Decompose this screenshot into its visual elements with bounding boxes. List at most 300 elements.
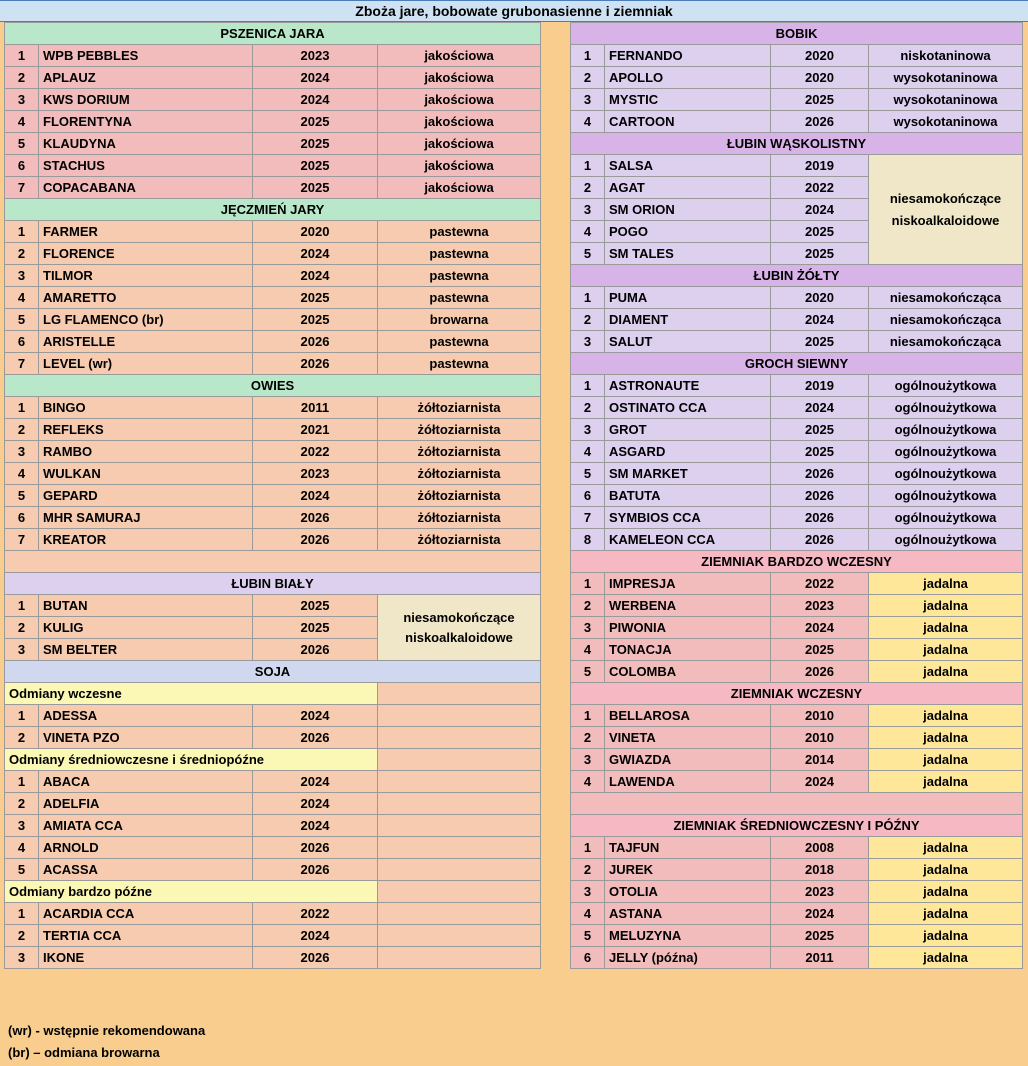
variety-type: jadalna bbox=[869, 595, 1023, 617]
right-column bbox=[570, 22, 1022, 969]
variety-name: JUREK bbox=[605, 859, 771, 881]
section-header: ZIEMNIAK BARDZO WCZESNY bbox=[571, 551, 1023, 573]
row-index: 5 bbox=[571, 661, 605, 683]
year: 2024 bbox=[253, 89, 378, 111]
variety-name: FLORENCE bbox=[39, 243, 253, 265]
section-header: ŁUBIN ŻÓŁTY bbox=[571, 265, 1023, 287]
variety-type: jadalna bbox=[869, 903, 1023, 925]
row-index: 7 bbox=[5, 353, 39, 375]
empty-cell bbox=[378, 683, 541, 705]
table-row bbox=[5, 793, 541, 815]
section-header: JĘCZMIEŃ JARY bbox=[5, 199, 541, 221]
section-header: SOJA bbox=[5, 661, 541, 683]
year: 2019 bbox=[771, 375, 869, 397]
variety-name: GEPARD bbox=[39, 485, 253, 507]
variety-type: jakościowa bbox=[378, 155, 541, 177]
year: 2024 bbox=[771, 199, 869, 221]
variety-type: jakościowa bbox=[378, 45, 541, 67]
row-index: 3 bbox=[571, 89, 605, 111]
variety-name: ASTANA bbox=[605, 903, 771, 925]
empty-cell bbox=[378, 705, 541, 727]
row-index: 2 bbox=[571, 177, 605, 199]
row-index: 5 bbox=[5, 309, 39, 331]
table-row bbox=[571, 485, 1023, 507]
variety-type: jakościowa bbox=[378, 177, 541, 199]
variety-type: jadalna bbox=[869, 573, 1023, 595]
table-row bbox=[5, 463, 541, 485]
table-row bbox=[5, 221, 541, 243]
variety-name: TILMOR bbox=[39, 265, 253, 287]
row-index: 1 bbox=[5, 397, 39, 419]
section-header-row bbox=[571, 551, 1023, 573]
table-row bbox=[5, 595, 541, 617]
table-row bbox=[571, 375, 1023, 397]
row-index: 2 bbox=[5, 727, 39, 749]
right-tables bbox=[570, 22, 1023, 969]
year: 2025 bbox=[253, 617, 378, 639]
year: 2020 bbox=[771, 67, 869, 89]
variety-name: TONACJA bbox=[605, 639, 771, 661]
section-header: BOBIK bbox=[571, 23, 1023, 45]
variety-type: pastewna bbox=[378, 331, 541, 353]
row-index: 5 bbox=[5, 485, 39, 507]
variety-type: jadalna bbox=[869, 661, 1023, 683]
year: 2022 bbox=[771, 573, 869, 595]
row-index: 2 bbox=[571, 397, 605, 419]
variety-name: STACHUS bbox=[39, 155, 253, 177]
year: 2021 bbox=[253, 419, 378, 441]
variety-name: REFLEKS bbox=[39, 419, 253, 441]
year: 2025 bbox=[253, 111, 378, 133]
variety-type: pastewna bbox=[378, 221, 541, 243]
year: 2025 bbox=[253, 155, 378, 177]
variety-name: TAJFUN bbox=[605, 837, 771, 859]
year: 2008 bbox=[771, 837, 869, 859]
variety-name: PIWONIA bbox=[605, 617, 771, 639]
variety-name: ACARDIA CCA bbox=[39, 903, 253, 925]
empty-cell bbox=[378, 771, 541, 793]
year: 2026 bbox=[253, 639, 378, 661]
row-index: 3 bbox=[5, 441, 39, 463]
variety-type: żółtoziarnista bbox=[378, 485, 541, 507]
soy-group-row bbox=[5, 683, 541, 705]
variety-name: COLOMBA bbox=[605, 661, 771, 683]
variety-name: LEVEL (wr) bbox=[39, 353, 253, 375]
year: 2026 bbox=[771, 485, 869, 507]
section-header-row bbox=[571, 133, 1023, 155]
variety-name: ADELFIA bbox=[39, 793, 253, 815]
row-index: 4 bbox=[5, 111, 39, 133]
variety-name: IKONE bbox=[39, 947, 253, 969]
section-header: ŁUBIN BIAŁY bbox=[5, 573, 541, 595]
empty-cell bbox=[5, 551, 541, 573]
year: 2025 bbox=[253, 177, 378, 199]
table-row bbox=[5, 771, 541, 793]
variety-name: FLORENTYNA bbox=[39, 111, 253, 133]
row-index: 2 bbox=[571, 727, 605, 749]
variety-name: FARMER bbox=[39, 221, 253, 243]
empty-cell bbox=[378, 793, 541, 815]
table-row bbox=[5, 353, 541, 375]
row-index: 6 bbox=[5, 155, 39, 177]
variety-name: AGAT bbox=[605, 177, 771, 199]
left-tables bbox=[4, 22, 541, 969]
variety-name: CARTOON bbox=[605, 111, 771, 133]
empty-cell bbox=[378, 903, 541, 925]
table-row bbox=[571, 45, 1023, 67]
table-row bbox=[571, 331, 1023, 353]
empty-cell bbox=[378, 947, 541, 969]
table-row bbox=[5, 243, 541, 265]
year: 2026 bbox=[253, 727, 378, 749]
variety-type: wysokotaninowa bbox=[869, 111, 1023, 133]
row-index: 3 bbox=[571, 419, 605, 441]
variety-name: ACASSA bbox=[39, 859, 253, 881]
variety-name: BATUTA bbox=[605, 485, 771, 507]
year: 2026 bbox=[771, 463, 869, 485]
variety-type: jadalna bbox=[869, 771, 1023, 793]
table-row bbox=[571, 595, 1023, 617]
variety-type: ogólnoużytkowa bbox=[869, 441, 1023, 463]
year: 2025 bbox=[253, 133, 378, 155]
variety-name: BELLAROSA bbox=[605, 705, 771, 727]
row-index: 3 bbox=[571, 199, 605, 221]
row-index: 1 bbox=[571, 287, 605, 309]
year: 2024 bbox=[253, 771, 378, 793]
variety-name: OTOLIA bbox=[605, 881, 771, 903]
row-index: 1 bbox=[571, 155, 605, 177]
variety-type: niesamokończąca bbox=[869, 287, 1023, 309]
row-index: 4 bbox=[571, 441, 605, 463]
section-header: ZIEMNIAK WCZESNY bbox=[571, 683, 1023, 705]
left-column bbox=[4, 22, 540, 969]
variety-type: jadalna bbox=[869, 925, 1023, 947]
variety-type: jadalna bbox=[869, 727, 1023, 749]
variety-type: ogólnoużytkowa bbox=[869, 529, 1023, 551]
table-row bbox=[571, 155, 1023, 177]
section-header-row bbox=[5, 23, 541, 45]
year: 2024 bbox=[253, 265, 378, 287]
row-index: 3 bbox=[571, 749, 605, 771]
table-row bbox=[5, 815, 541, 837]
year: 2023 bbox=[771, 881, 869, 903]
table-row bbox=[571, 661, 1023, 683]
variety-type: pastewna bbox=[378, 287, 541, 309]
table-row bbox=[5, 727, 541, 749]
row-index: 3 bbox=[5, 815, 39, 837]
row-index: 2 bbox=[571, 859, 605, 881]
year: 2024 bbox=[253, 815, 378, 837]
year: 2011 bbox=[253, 397, 378, 419]
table-row bbox=[571, 639, 1023, 661]
row-index: 1 bbox=[5, 903, 39, 925]
year: 2025 bbox=[771, 221, 869, 243]
table-row bbox=[5, 859, 541, 881]
row-index: 4 bbox=[571, 639, 605, 661]
year: 2026 bbox=[253, 837, 378, 859]
year: 2024 bbox=[253, 925, 378, 947]
variety-type-merged: niesamokończące niskoalkaloidowe bbox=[869, 155, 1023, 265]
table-row bbox=[571, 287, 1023, 309]
empty-cell bbox=[571, 793, 1023, 815]
variety-name: LG FLAMENCO (br) bbox=[39, 309, 253, 331]
year: 2025 bbox=[253, 309, 378, 331]
variety-type: jadalna bbox=[869, 749, 1023, 771]
section-header: PSZENICA JARA bbox=[5, 23, 541, 45]
variety-name: AMIATA CCA bbox=[39, 815, 253, 837]
variety-name: APOLLO bbox=[605, 67, 771, 89]
year: 2024 bbox=[253, 705, 378, 727]
variety-type: ogólnoużytkowa bbox=[869, 397, 1023, 419]
year: 2025 bbox=[253, 595, 378, 617]
table-row bbox=[5, 45, 541, 67]
row-index: 2 bbox=[5, 617, 39, 639]
variety-type: jadalna bbox=[869, 837, 1023, 859]
section-header-row bbox=[5, 199, 541, 221]
empty-row bbox=[5, 551, 541, 573]
variety-type: jadalna bbox=[869, 881, 1023, 903]
variety-name: SYMBIOS CCA bbox=[605, 507, 771, 529]
row-index: 1 bbox=[5, 221, 39, 243]
empty-cell bbox=[378, 925, 541, 947]
variety-name: ADESSA bbox=[39, 705, 253, 727]
table-row bbox=[5, 265, 541, 287]
variety-type: jakościowa bbox=[378, 133, 541, 155]
year: 2024 bbox=[771, 771, 869, 793]
row-index: 2 bbox=[5, 419, 39, 441]
variety-type: jadalna bbox=[869, 617, 1023, 639]
empty-cell bbox=[378, 815, 541, 837]
variety-name: LAWENDA bbox=[605, 771, 771, 793]
variety-name: WERBENA bbox=[605, 595, 771, 617]
row-index: 2 bbox=[5, 243, 39, 265]
row-index: 4 bbox=[5, 287, 39, 309]
variety-name: ASGARD bbox=[605, 441, 771, 463]
row-index: 1 bbox=[571, 705, 605, 727]
variety-type: jadalna bbox=[869, 639, 1023, 661]
soy-group-row bbox=[5, 881, 541, 903]
variety-name: KAMELEON CCA bbox=[605, 529, 771, 551]
row-index: 5 bbox=[571, 925, 605, 947]
variety-name: WULKAN bbox=[39, 463, 253, 485]
table-row bbox=[571, 925, 1023, 947]
table-row bbox=[5, 705, 541, 727]
variety-name: VINETA bbox=[605, 727, 771, 749]
row-index: 1 bbox=[5, 705, 39, 727]
table-row bbox=[571, 947, 1023, 969]
variety-type: browarna bbox=[378, 309, 541, 331]
variety-name: APLAUZ bbox=[39, 67, 253, 89]
year: 2024 bbox=[253, 67, 378, 89]
row-index: 1 bbox=[571, 45, 605, 67]
table-row bbox=[571, 837, 1023, 859]
table-row bbox=[5, 111, 541, 133]
variety-name: GWIAZDA bbox=[605, 749, 771, 771]
year: 2024 bbox=[771, 617, 869, 639]
section-header-row bbox=[5, 375, 541, 397]
row-index: 7 bbox=[571, 507, 605, 529]
table-row bbox=[571, 441, 1023, 463]
variety-name: VINETA PZO bbox=[39, 727, 253, 749]
section-header: OWIES bbox=[5, 375, 541, 397]
row-index: 2 bbox=[571, 67, 605, 89]
row-index: 4 bbox=[571, 903, 605, 925]
variety-name: BINGO bbox=[39, 397, 253, 419]
variety-type: żółtoziarnista bbox=[378, 441, 541, 463]
table-row bbox=[5, 485, 541, 507]
table-row bbox=[571, 749, 1023, 771]
variety-type: pastewna bbox=[378, 243, 541, 265]
section-header: ŁUBIN WĄSKOLISTNY bbox=[571, 133, 1023, 155]
variety-name: FERNANDO bbox=[605, 45, 771, 67]
row-index: 4 bbox=[571, 771, 605, 793]
row-index: 3 bbox=[5, 265, 39, 287]
table-row bbox=[571, 67, 1023, 89]
variety-type: ogólnoużytkowa bbox=[869, 375, 1023, 397]
section-header-row bbox=[571, 265, 1023, 287]
year: 2020 bbox=[771, 45, 869, 67]
variety-type: niskotaninowa bbox=[869, 45, 1023, 67]
soy-group-label: Odmiany średniowczesne i średniopóźne bbox=[5, 749, 378, 771]
year: 2025 bbox=[771, 441, 869, 463]
row-index: 1 bbox=[5, 45, 39, 67]
year: 2025 bbox=[771, 243, 869, 265]
page-title: Zboża jare, bobowate grubonasienne i ziemniak bbox=[0, 0, 1028, 22]
row-index: 7 bbox=[5, 529, 39, 551]
table-row bbox=[571, 89, 1023, 111]
year: 2014 bbox=[771, 749, 869, 771]
year: 2026 bbox=[771, 507, 869, 529]
row-index: 6 bbox=[571, 947, 605, 969]
empty-cell bbox=[378, 837, 541, 859]
table-row bbox=[571, 397, 1023, 419]
row-index: 1 bbox=[5, 595, 39, 617]
soy-group-row bbox=[5, 749, 541, 771]
year: 2026 bbox=[253, 947, 378, 969]
variety-name: MYSTIC bbox=[605, 89, 771, 111]
soy-group-label: Odmiany bardzo późne bbox=[5, 881, 378, 903]
row-index: 6 bbox=[5, 507, 39, 529]
table-row bbox=[571, 529, 1023, 551]
year: 2023 bbox=[253, 45, 378, 67]
year: 2023 bbox=[253, 463, 378, 485]
row-index: 3 bbox=[571, 617, 605, 639]
year: 2020 bbox=[771, 287, 869, 309]
year: 2026 bbox=[771, 529, 869, 551]
variety-type: jakościowa bbox=[378, 111, 541, 133]
row-index: 6 bbox=[571, 485, 605, 507]
section-header-row bbox=[571, 683, 1023, 705]
table-row bbox=[5, 287, 541, 309]
table-row bbox=[571, 617, 1023, 639]
year: 2024 bbox=[253, 243, 378, 265]
table-row bbox=[5, 177, 541, 199]
variety-type: żółtoziarnista bbox=[378, 463, 541, 485]
variety-name: KREATOR bbox=[39, 529, 253, 551]
row-index: 3 bbox=[5, 639, 39, 661]
year: 2011 bbox=[771, 947, 869, 969]
year: 2022 bbox=[253, 903, 378, 925]
legend-line-2: (br) – odmiana browarna bbox=[8, 1045, 160, 1060]
year: 2025 bbox=[771, 331, 869, 353]
year: 2026 bbox=[253, 331, 378, 353]
variety-name: KULIG bbox=[39, 617, 253, 639]
row-index: 4 bbox=[571, 111, 605, 133]
variety-name: PUMA bbox=[605, 287, 771, 309]
year: 2025 bbox=[771, 639, 869, 661]
variety-type: jakościowa bbox=[378, 89, 541, 111]
table-row bbox=[571, 507, 1023, 529]
row-index: 4 bbox=[5, 837, 39, 859]
variety-name: SM ORION bbox=[605, 199, 771, 221]
table-row bbox=[5, 309, 541, 331]
year: 2020 bbox=[253, 221, 378, 243]
empty-cell bbox=[378, 859, 541, 881]
row-index: 5 bbox=[5, 859, 39, 881]
year: 2024 bbox=[253, 485, 378, 507]
row-index: 2 bbox=[5, 925, 39, 947]
table-row bbox=[5, 155, 541, 177]
variety-type: żółtoziarnista bbox=[378, 419, 541, 441]
section-header-row bbox=[571, 353, 1023, 375]
row-index: 2 bbox=[5, 793, 39, 815]
variety-name: TERTIA CCA bbox=[39, 925, 253, 947]
section-header: ZIEMNIAK ŚREDNIOWCZESNY I PÓŹNY bbox=[571, 815, 1023, 837]
year: 2024 bbox=[771, 309, 869, 331]
variety-name: GROT bbox=[605, 419, 771, 441]
table-row bbox=[5, 837, 541, 859]
table-row bbox=[5, 529, 541, 551]
year: 2024 bbox=[771, 397, 869, 419]
variety-type: ogólnoużytkowa bbox=[869, 485, 1023, 507]
year: 2010 bbox=[771, 727, 869, 749]
year: 2026 bbox=[771, 661, 869, 683]
row-index: 4 bbox=[5, 463, 39, 485]
variety-name: DIAMENT bbox=[605, 309, 771, 331]
row-index: 7 bbox=[5, 177, 39, 199]
variety-type: wysokotaninowa bbox=[869, 67, 1023, 89]
row-index: 3 bbox=[571, 331, 605, 353]
variety-name: ARISTELLE bbox=[39, 331, 253, 353]
variety-name: SALSA bbox=[605, 155, 771, 177]
row-index: 2 bbox=[571, 309, 605, 331]
row-index: 3 bbox=[571, 881, 605, 903]
variety-type: jakościowa bbox=[378, 67, 541, 89]
year: 2025 bbox=[771, 925, 869, 947]
table-row bbox=[5, 133, 541, 155]
year: 2022 bbox=[253, 441, 378, 463]
variety-type-merged: niesamokończące niskoalkaloidowe bbox=[378, 595, 541, 661]
year: 2019 bbox=[771, 155, 869, 177]
variety-name: IMPRESJA bbox=[605, 573, 771, 595]
table-row bbox=[5, 947, 541, 969]
variety-type: jadalna bbox=[869, 705, 1023, 727]
variety-name: SM MARKET bbox=[605, 463, 771, 485]
variety-name: KLAUDYNA bbox=[39, 133, 253, 155]
table-row bbox=[571, 309, 1023, 331]
table-row bbox=[5, 67, 541, 89]
year: 2010 bbox=[771, 705, 869, 727]
variety-name: POGO bbox=[605, 221, 771, 243]
table-row bbox=[571, 573, 1023, 595]
row-index: 6 bbox=[5, 331, 39, 353]
variety-name: KWS DORIUM bbox=[39, 89, 253, 111]
year: 2025 bbox=[771, 89, 869, 111]
legend-line-1: (wr) - wstępnie rekomendowana bbox=[8, 1023, 206, 1038]
variety-type: żółtoziarnista bbox=[378, 397, 541, 419]
year: 2024 bbox=[771, 903, 869, 925]
variety-type: jadalna bbox=[869, 947, 1023, 969]
